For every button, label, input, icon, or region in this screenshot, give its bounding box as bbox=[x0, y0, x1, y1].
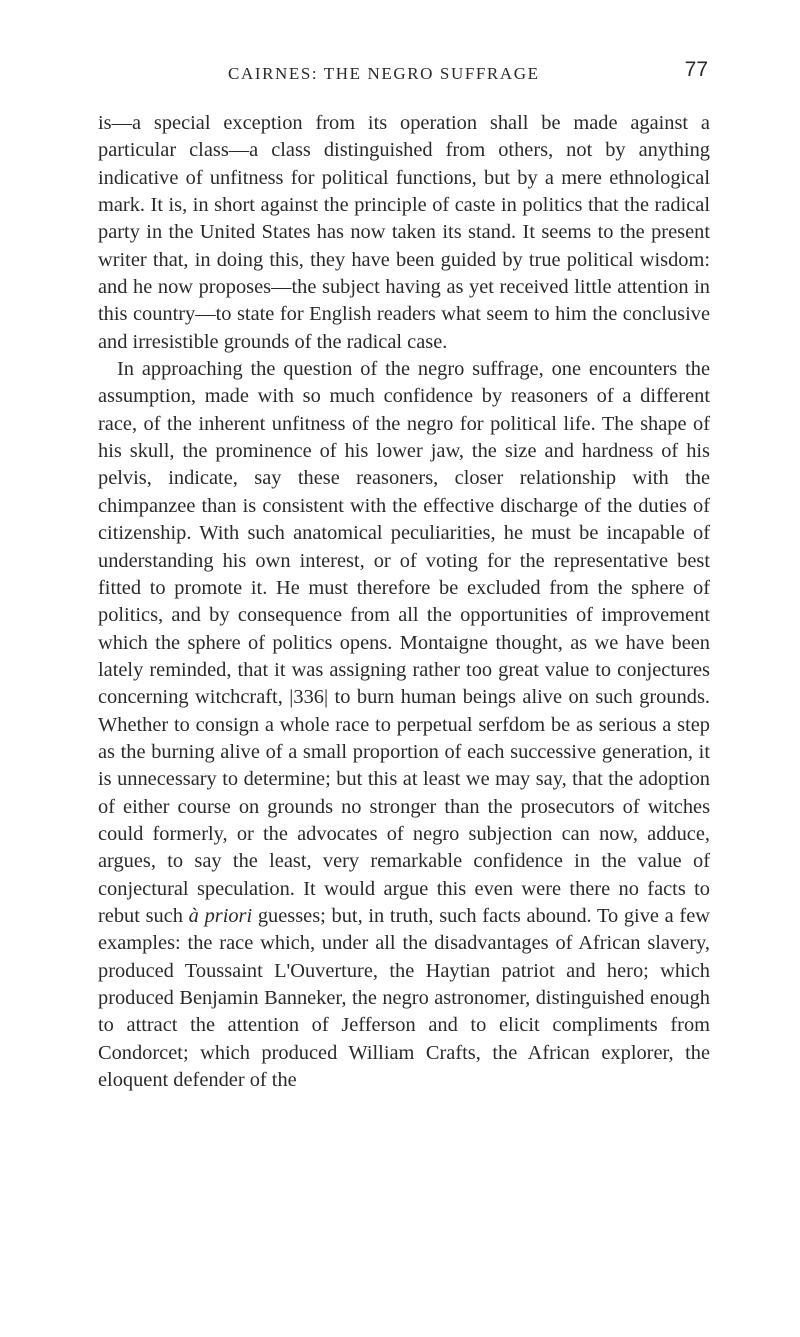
paragraph-2 bbox=[98, 356, 710, 1094]
paragraph-2-text-part-1: In approaching the question of the negro suffrage, one encounters the assumption, made with so much confidence by reasoners of a different race, of the inherent unfitness of the negro for political life. The shape of his skull, the prominence of his lower jaw, the size and hardness of his pelvis, indicate, say these reasoners, closer relationship with the chimpanzee than is consistent with the effective discharge of the duties of citizenship. With such anatomical peculiarities, he must be incapable of understanding his own interest, or of voting for the representative best fitted to promote it. He must therefore be excluded from the sphere of politics, and by consequence from all the opportunities of improvement which the sphere of politics opens. Montaigne thought, as we have been lately reminded, that it was assigning rather too great value to conjectures concerning witchcraft, bbox=[98, 358, 710, 709]
running-header bbox=[98, 58, 708, 90]
paragraph-1: is—a special exception from its operation shall be made against a particular class—a class distinguished from others, not by anything indicative of unfitness for political functions, but by a mere ethnological mark. It is, in short against the principle of caste in politics that the radical party in the United States has now taken its stand. It seems to the present writer that, in doing this, they have been guided by true political wisdom: and he now proposes—the subject having as yet received little attention in this country—to state for English readers what seem to him the conclusive and irresistible grounds of the radical case. bbox=[98, 112, 710, 353]
paragraph-2-text-part-2: to burn human beings alive on such grounds. Whether to consign a whole race to perpetual serfdom be as serious a step as the burning alive of a small proportion of each successive generation, it is unnecessary to determine; but this at least we may say, that the adoption of either course on grounds no stronger than the prosecutors of witches could formerly, or the advocates of negro subjection can now, adduce, argues, to say the least, very remarkable confidence in the value of conjectural speculation. It would argue this even were there no facts to rebut such bbox=[98, 686, 710, 927]
body-text bbox=[98, 110, 710, 1094]
page-marker: |336| bbox=[289, 686, 329, 709]
page-number: 77 bbox=[684, 58, 708, 81]
italic-phrase: à priori bbox=[188, 904, 253, 927]
running-title: CAIRNES: THE NEGRO SUFFRAGE bbox=[228, 64, 540, 83]
paragraph-2-text-part-3: guesses; but, in truth, such facts abound. To give a few examples: the race which, under all the disadvantages of African slavery, produced Toussaint L'Ouverture, the Haytian patriot and hero; which produced Benjamin Banneker, the negro astronomer, distinguished enough to attract the attention of Jefferson and to elicit compliments from Condorcet; which produced William Crafts, the African explorer, the eloquent defender of the bbox=[98, 904, 710, 1092]
